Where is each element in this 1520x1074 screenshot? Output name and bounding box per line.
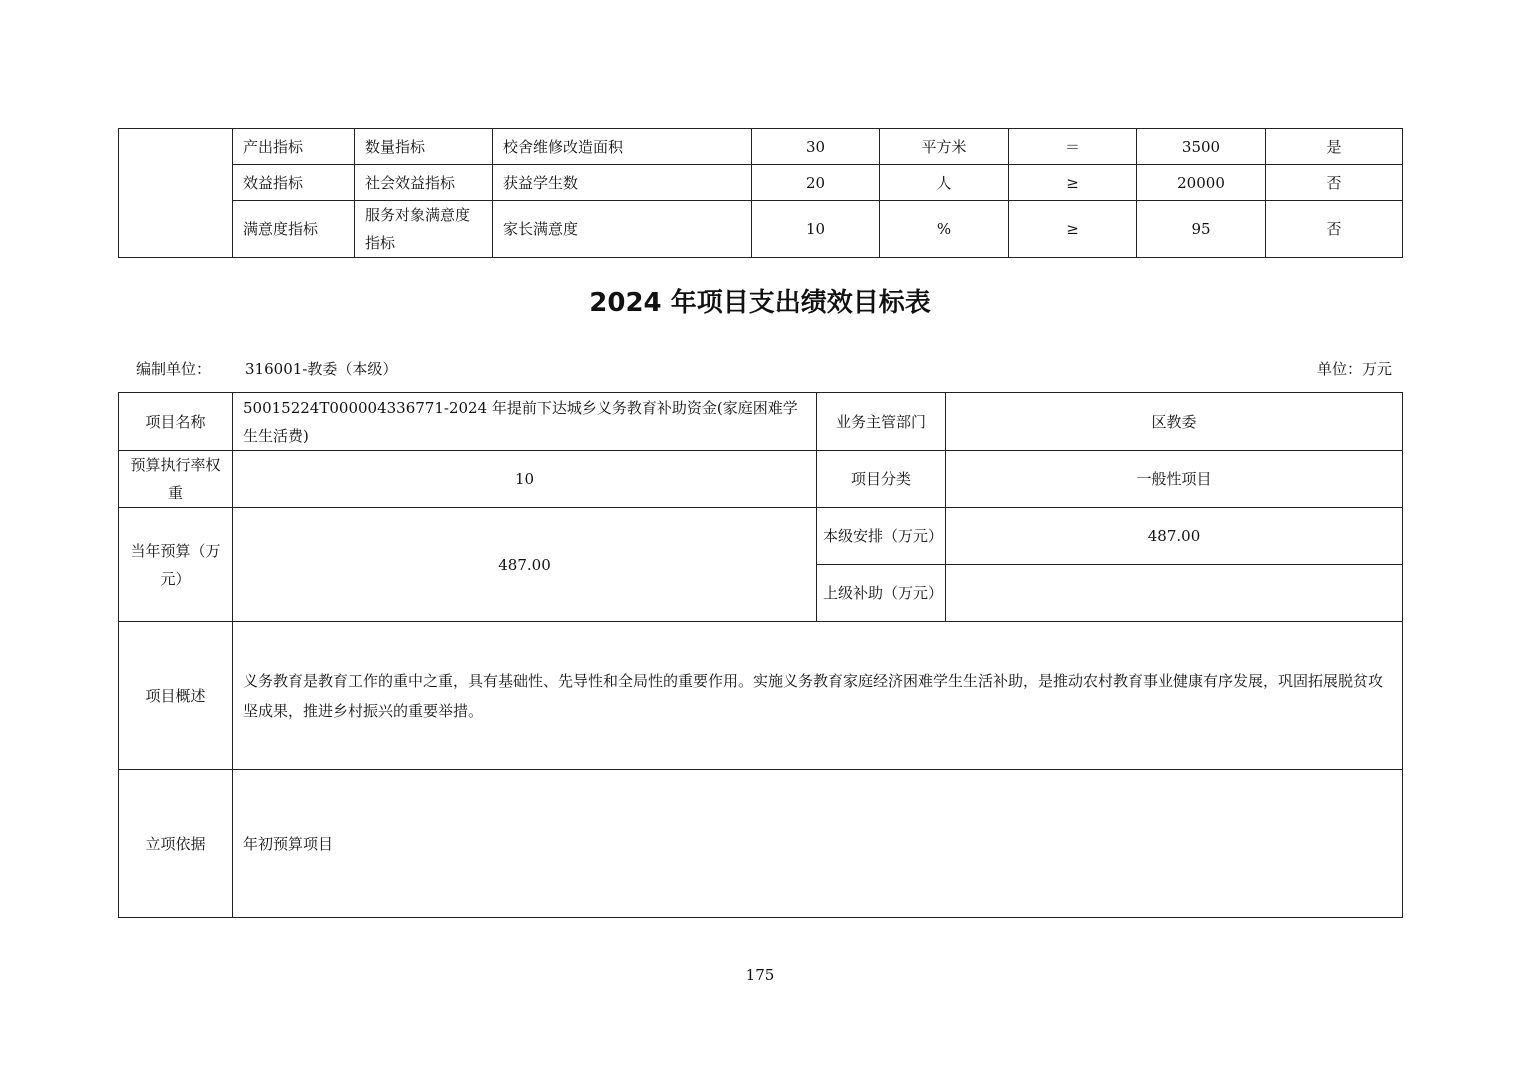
- table-row: [119, 508, 1403, 565]
- project-table: [118, 392, 1403, 918]
- indicator-unit: 人: [880, 165, 1009, 201]
- indicator-target: 95: [1137, 201, 1266, 258]
- page-title: 2024 年项目支出绩效目标表: [589, 288, 931, 318]
- currency-unit: 单位：万元: [1316, 360, 1392, 378]
- merged-blank-cell: [119, 129, 233, 258]
- weight-label: 预算执行率权重: [119, 451, 233, 508]
- indicator-weight: 20: [752, 165, 880, 201]
- indicator-unit: 平方米: [880, 129, 1009, 165]
- basis-value: 年初预算项目: [233, 770, 1403, 918]
- indicator-weight: 30: [752, 129, 880, 165]
- compiling-unit-label: 编制单位：: [136, 360, 212, 378]
- local-funding-value: 487.00: [946, 508, 1403, 565]
- table-row: [119, 622, 1403, 770]
- overview-label: 项目概述: [119, 622, 233, 770]
- indicator-level1: 产出指标: [233, 129, 355, 165]
- indicator-operator: ≥: [1009, 165, 1137, 201]
- indicator-operator: ＝: [1009, 129, 1137, 165]
- indicator-level3: 校舍维修改造面积: [493, 129, 752, 165]
- indicator-level3: 获益学生数: [493, 165, 752, 201]
- indicator-core: 否: [1266, 165, 1403, 201]
- indicator-target: 20000: [1137, 165, 1266, 201]
- table-row: [119, 451, 1403, 508]
- indicator-level2: 社会效益指标: [355, 165, 493, 201]
- compiling-unit: [136, 358, 397, 379]
- upper-funding-label: 上级补助（万元）: [817, 565, 946, 622]
- dept-value: 区教委: [946, 393, 1403, 451]
- table-row: [119, 393, 1403, 451]
- table-row: [119, 770, 1403, 918]
- overview-value: 义务教育是教育工作的重中之重，具有基础性、先导性和全局性的重要作用。实施义务教育家庭经济困难学生生活补助，是推动农村教育事业健康有序发展，巩固拓展脱贫攻坚成果，推进乡村振兴的重要举措。: [233, 622, 1403, 770]
- indicator-core: 是: [1266, 129, 1403, 165]
- table-row: [119, 165, 1403, 201]
- indicator-level2: 数量指标: [355, 129, 493, 165]
- table-row: [119, 129, 1403, 165]
- table-row: [119, 201, 1403, 258]
- dept-label: 业务主管部门: [817, 393, 946, 451]
- indicator-level1: 效益指标: [233, 165, 355, 201]
- compiling-unit-value: 316001-教委（本级）: [245, 360, 398, 378]
- category-value: 一般性项目: [946, 451, 1403, 508]
- indicator-table: [118, 128, 1403, 258]
- category-label: 项目分类: [817, 451, 946, 508]
- project-name-label: 项目名称: [119, 393, 233, 451]
- indicator-level1: 满意度指标: [233, 201, 355, 258]
- indicator-weight: 10: [752, 201, 880, 258]
- basis-label: 立项依据: [119, 770, 233, 918]
- indicator-unit: %: [880, 201, 1009, 258]
- upper-funding-value: [946, 565, 1403, 622]
- indicator-level3: 家长满意度: [493, 201, 752, 258]
- weight-value: 10: [233, 451, 817, 508]
- indicator-level2: 服务对象满意度指标: [355, 201, 493, 258]
- indicator-target: 3500: [1137, 129, 1266, 165]
- project-name-value: 50015224T000004336771-2024 年提前下达城乡义务教育补助资金(家庭困难学生生活费): [233, 393, 817, 451]
- local-funding-label: 本级安排（万元）: [817, 508, 946, 565]
- indicator-core: 否: [1266, 201, 1403, 258]
- budget-label: 当年预算（万元）: [119, 508, 233, 622]
- page-number: 175: [745, 966, 775, 984]
- budget-value: 487.00: [233, 508, 817, 622]
- indicator-operator: ≥: [1009, 201, 1137, 258]
